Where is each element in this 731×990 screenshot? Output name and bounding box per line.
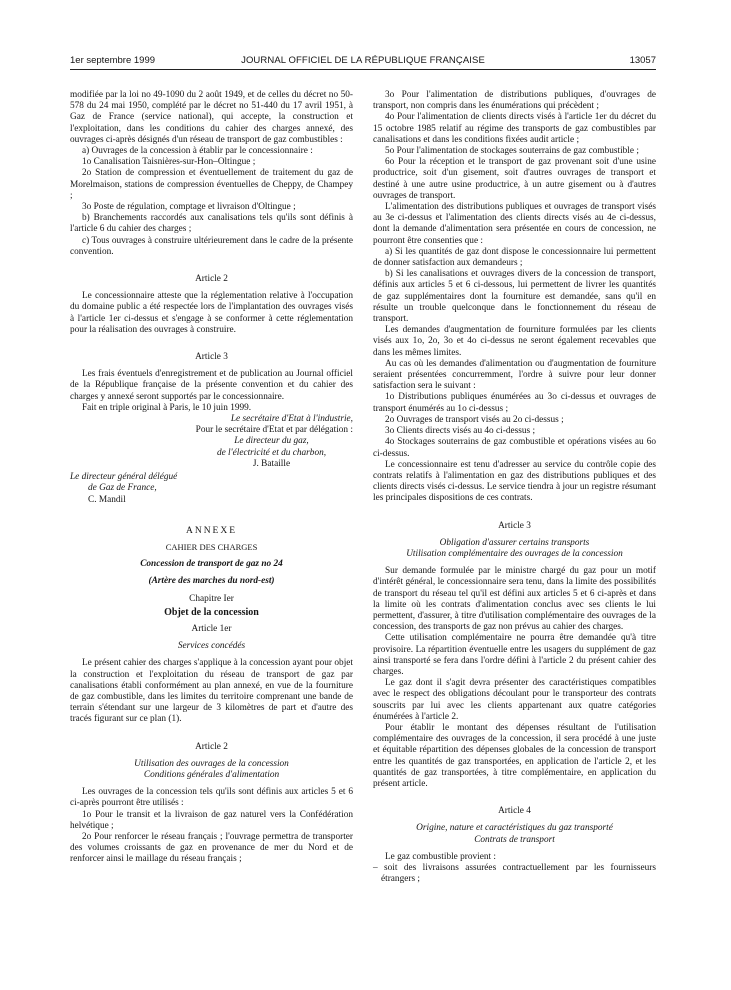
- right-article-3-title: Article 3: [498, 520, 531, 531]
- header-page-number: 13057: [629, 55, 656, 66]
- article-4-title: Article 4: [498, 806, 531, 817]
- item-a1: 1o Canalisation Taisnières-sur-Hon–Oltingue ;: [82, 157, 256, 168]
- article-4-p1: Le gaz combustible provient :: [385, 851, 497, 862]
- right-article-3-p3: Le gaz dont il s'agit devra présenter des caractéristiques compatibles avec le respect des obligations découlant pour le transporteur des contrats souscrits par lui avec les clients appartenant aux quatre catégories énumérées à l'article 2.: [373, 678, 656, 722]
- article-2b-subtitle-2: Conditions générales d'alimentation: [143, 769, 280, 780]
- article-2-text: Le concessionnaire atteste que la réglementation relative à l'occupation du domaine public a été respectée lors de l'implantation des ouvrages visés à l'article 1er ci-dessus et s'engage à se conformer à cette réglementation pour la réalisation des ouvrages à construire.: [70, 291, 353, 335]
- page-header: [70, 55, 656, 69]
- left-column: [70, 90, 353, 866]
- signature-1-line-4: de l'électricité et du charbon,: [216, 447, 327, 458]
- concession-title: Concession de transport de gaz no 24: [140, 559, 283, 570]
- article-2b-item-1: 1o Pour le transit et la livraison de gaz naturel vers la Confédération helvétique ;: [70, 809, 353, 831]
- fait-line: Fait en triple original à Paris, le 10 juin 1999.: [82, 402, 252, 413]
- signature-1-line-2: Pour le secrétaire d'Etat et par délégation :: [195, 425, 353, 436]
- signature-1-line-1: Le secrétaire d'Etat à l'industrie,: [230, 414, 353, 425]
- signature-2-line-1: Le directeur général délégué: [70, 472, 178, 483]
- artere-subtitle: (Artère des marches du nord-est): [148, 576, 275, 587]
- signature-1-line-3: Le directeur du gaz,: [234, 436, 309, 447]
- article-2b-text: Les ouvrages de la concession tels qu'ils sont définis aux articles 5 et 6 ci-après pourront être utilisés :: [70, 787, 353, 809]
- cahier-title: CAHIER DES CHARGES: [165, 541, 258, 552]
- right-article-3-subtitle-1: Obligation d'assurer certains transports: [439, 537, 590, 548]
- ordre-item-3: 3o Clients directs visés au 4o ci-dessus ;: [385, 426, 536, 437]
- article-3-title: Article 3: [195, 352, 228, 363]
- article-1-subtitle: Services concédés: [177, 641, 246, 652]
- header-journal-title: JOURNAL OFFICIEL DE LA RÉPUBLIQUE FRANÇAISE: [241, 55, 485, 66]
- article-2b-item-2: 2o Pour renforcer le réseau français ; l'ouvrage permettra de transporter des volumes croissants de gaz en provenance de mer du Nord et de renforcer ainsi le maillage du réseau français ;: [70, 831, 353, 865]
- article-3-text: Les frais éventuels d'enregistrement et de publication au Journal officiel de la République française de la présente convention et du cahier des charges y annexé seront supportés par le concessionnaire.: [70, 369, 353, 402]
- item-a2: 2o Station de compression et éventuellement de traitement du gaz de Morelmaison, stations de compression éventuelles de Cheppy, de Champey ;: [70, 168, 353, 201]
- signature-2-name: C. Mandil: [88, 494, 126, 505]
- condition-a: a) Si les quantités de gaz dont dispose le concessionnaire lui permettent de donner satisfaction aux demandeurs ;: [373, 246, 656, 269]
- right-article-3-p4: Pour établir le montant des dépenses résultant de l'utilisation complémentaire des ouvrages de la concession, il sera procédé à une juste et équitable répartition des dépenses globales de la concession de transport entre les quantités de gaz transportées, en application de l'article 2, et les quantités de gaz transportées, à titre complémentaire, en application du présent article.: [373, 722, 656, 789]
- right-column: [373, 90, 656, 885]
- item-r5: 5o Pour l'alimentation de stockages souterrains de gaz combustible ;: [385, 146, 639, 157]
- item-b: b) Branchements raccordés aux canalisations tels qu'ils sont définis à l'article 6 du cahier des charges ;: [70, 213, 353, 235]
- ordre-item-4: 4o Stockages souterrains de gaz combustible et opérations visées au 6o ci-dessus.: [373, 437, 656, 459]
- condition-b: b) Si les canalisations et ouvrages divers de la concession de transport, définis aux articles 5 et 6 ci-dessous, lui permettent de livrer les quantités de gaz supplémentaires dont la fourniture est demandée, sans qu'il en résulte un trouble quelconque dans le fonctionnement du réseau de transport.: [373, 269, 656, 325]
- header-date: 1er septembre 1999: [70, 55, 156, 66]
- article-2b-title: Article 2: [195, 741, 228, 752]
- article-1-title: Article 1er: [191, 623, 232, 634]
- ordre-paragraph: Au cas où les demandes d'alimentation ou d'augmentation de fourniture seraient présentées concurremment, l'ordre à suivre pour leur donner satisfaction sera le suivant :: [373, 358, 656, 392]
- item-a3: 3o Poste de régulation, comptage et livraison d'Oltingue ;: [82, 202, 296, 213]
- ordre-item-1: 1o Distributions publiques énumérées au 3o ci-dessus et ouvrages de transport énumérés au 1o ci-dessus ;: [373, 392, 656, 414]
- article-2-title: Article 2: [195, 274, 228, 285]
- right-article-3-subtitle-2: Utilisation complémentaire des ouvrages de la concession: [406, 548, 623, 559]
- alimentation-paragraph: L'alimentation des distributions publiques et ouvrages de transport visés au 3e ci-dessus et l'alimentation des clients directs visés au 4e ci-dessus, dont la demande d'alimentation sera présentée en cours de concession, ne pourront être consenties que :: [373, 202, 656, 246]
- article-4-subtitle-1: Origine, nature et caractéristiques du gaz transporté: [416, 823, 613, 834]
- chapitre-title: Objet de la concession: [164, 606, 259, 618]
- article-2b-subtitle-1: Utilisation des ouvrages de la concession: [134, 758, 289, 769]
- item-r6: 6o Pour la réception et le transport de gaz provenant soit d'une usine productrice, soit d'un gisement, soit d'autres ouvrages de transport et destiné à une autre usine productrice, à un autre gisement ou à d'autres ouvrages de transport.: [373, 157, 656, 201]
- item-r3: 3o Pour l'alimentation de distributions publiques, d'ouvrages de transport, non compris dans les énumérations qui précèdent ;: [373, 90, 656, 112]
- chapitre-label: Chapitre Ier: [189, 593, 234, 604]
- article-4-subtitle-2: Contrats de transport: [474, 834, 555, 845]
- header-rule: [70, 69, 656, 70]
- annexe-title: ANNEXE: [185, 525, 238, 536]
- right-article-3-p1: Sur demande formulée par le ministre chargé du gaz pour un motif d'intérêt général, le concessionnaire sera tenu, dans la limite des possibilités de transport du réseau tel qu'il est défini aux articles 5 et 6 ci-après et dans la limite où les contrats d'alimentation conclus avec ses clients le lui permettent, d'assurer, à titre d'utilisation complémentaire des ouvrages de la concession, des transports de gaz non prévus au cahier des charges.: [373, 566, 656, 633]
- ordre-item-2: 2o Ouvrages de transport visés au 2o ci-dessus ;: [385, 414, 564, 425]
- signature-1-name: J. Bataille: [252, 458, 291, 469]
- item-a: a) Ouvrages de la concession à établir par le concessionnaire :: [82, 146, 313, 157]
- signature-2-line-2: de Gaz de France,: [88, 483, 157, 494]
- contrats-paragraph: Le concessionnaire est tenu d'adresser au service du contrôle copie des contrats relatifs à l'alimentation en gaz des distributions publiques et des clients directs visés ci-dessus. Le service tiendra à jour un registre résumant les principales dispositions de ces contrats.: [373, 459, 656, 504]
- item-r4: 4o Pour l'alimentation de clients directs visés à l'article 1er du décret du 15 octobre 1985 relatif au régime des transports de gaz combustibles par canalisations et dans les conditions fixées audit article ;: [373, 112, 656, 145]
- intro-paragraph: modifiée par la loi no 49-1090 du 2 août 1949, et de celles du décret no 50-578 du 24 mai 1950, complété par le décret no 51-440 du 17 avril 1951, à Gaz de France (service national), qui accepte, la construction et l'exploitation, dans les conditions du cahier des charges annexé, des ouvrages ci-après désignés d'un réseau de transport de gaz combustibles :: [70, 90, 353, 145]
- article-1-text: Le présent cahier des charges s'applique à la concession ayant pour objet la construction et l'exploitation du réseau de transport de gaz par canalisations établi conformément au plan annexé, en vue de la fourniture de gaz combustible, dans les limites du territoire comprenant une bande de terrain s'étendant sur une largeur de 3 kilomètres de part et d'autre des tracés figurant sur ce plan (1).: [70, 658, 353, 725]
- right-article-3-p2: Cette utilisation complémentaire ne pourra être demandée qu'à titre provisoire. La répartition éventuelle entre les usagers du supplément de gaz ainsi transporté se fera dans l'ordre défini à l'article 2 du présent cahier des charges.: [373, 633, 656, 677]
- demandes-paragraph: Les demandes d'augmentation de fourniture formulées par les clients visés aux 1o, 2o, 3o et 4o ci-dessus ne seront également recevables que dans les mêmes limites.: [373, 325, 656, 358]
- article-4-dash-1: – soit des livraisons assurées contractuellement par les fournisseurs étrangers ;: [373, 863, 656, 885]
- item-c: c) Tous ouvrages à construire ultérieurement dans le cadre de la présente convention.: [70, 235, 353, 257]
